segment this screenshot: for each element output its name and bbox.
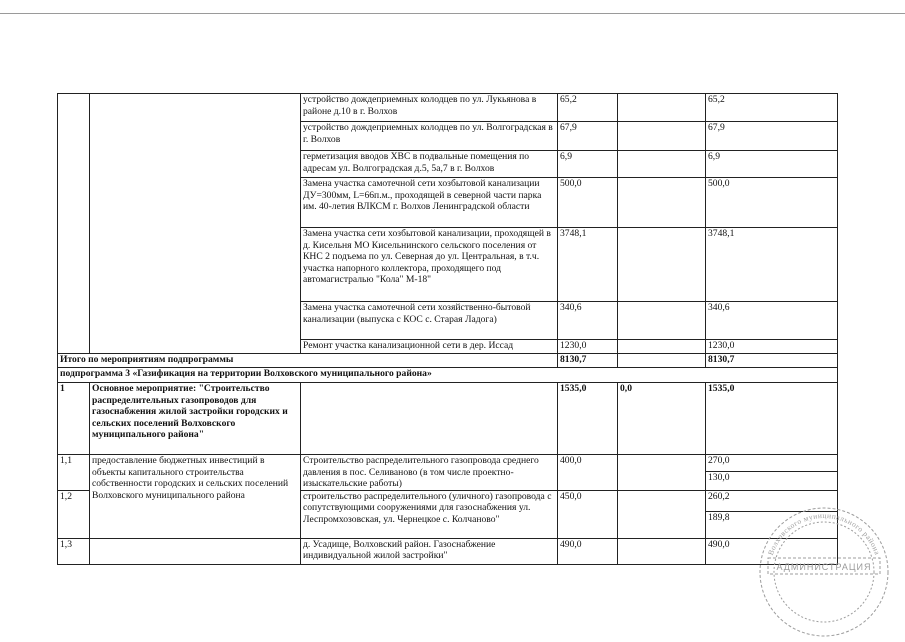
row-1-3-total: 490,0 [558,538,618,564]
subtotal-col6: 8130,7 [706,354,838,368]
row-1-3-work: д. Усадище, Волховский район. Газоснабжение индивидуальной жилой застройки" [301,538,558,564]
work-cell: герметизация вводов ХВС в подвальные помещения по адресам ул. Волгоградская д.5, 5а,7 в г. Волхов [301,151,558,178]
row-1-2-total: 450,0 [558,490,618,538]
svg-text:Волховского муниципального рай: Волховского муниципального района [765,510,883,557]
row-1-1-num: 1,1 [58,455,90,491]
col5-cell [618,151,706,178]
subtotal-total: 8130,7 [558,354,618,368]
table-row [58,455,838,472]
row-1-3-event [90,538,301,564]
total-cell: 3748,1 [558,228,618,302]
row-1-2-num: 1,2 [58,490,90,538]
work-cell: устройство дождеприемных колодцев по ул. Лукьянова в районе д.10 в г. Волхов [301,94,558,122]
total-cell: 500,0 [558,178,618,228]
row-1-2-col6-b: 189,8 [706,511,838,538]
col6-cell: 500,0 [706,178,838,228]
main-event-row [58,383,838,455]
col6-cell: 6,9 [706,151,838,178]
main-event-col5: 0,0 [618,383,706,455]
main-event-title: Основное мероприятие: "Строительство распределительных газопроводов для газоснабжения жилой застройки городских и сельских поселений Волховского муниципального района" [90,383,301,455]
row-1-2-work: строительство распределительного (уличного) газопровода с сопутствующими сооружениями для газоснабжения ул. Леспромхозовская, ул. Чернецкое с. Колчаново" [301,490,558,538]
row-1-1-col5 [618,455,706,491]
total-cell: 340,6 [558,302,618,340]
subtotal-col5 [618,354,706,368]
svg-text:АДМИНИСТРАЦИЯ: АДМИНИСТРАЦИЯ [776,562,872,572]
work-cell: Замена участка самотечной сети хозяйственно-бытовой канализации (выпуска с КОС с. Старая Ладога) [301,302,558,340]
work-cell: устройство дождеприемных колодцев по ул. Волгоградская в г. Волхов [301,122,558,151]
total-cell: 65,2 [558,94,618,122]
budget-table [57,93,838,565]
event-cell [90,94,301,354]
subprogram-title: подпрограмма 3 «Газификация на территории Волховского муниципального района» [58,368,838,383]
num-cell [58,94,90,354]
col6-cell: 1230,0 [706,340,838,354]
row-1-1-event: предоставление бюджетных инвестиций в объекты капитального строительства собственности городских и сельских поселений Волховского муниципального района [90,455,301,539]
row-1-1-col6-b: 130,0 [706,472,838,490]
row-1-1-total: 400,0 [558,455,618,491]
work-cell: Замена участка сети хозбытовой канализации, проходящей в д. Кисельня МО Кисельнинского сельского поселения от КНС 2 подъема по ул. Северная до ул. Центральная, в т.ч. участка напорного коллектора, проходящего под автомагистралью "Кола" М-18" [301,228,558,302]
main-event-num: 1 [58,383,90,455]
col6-cell: 3748,1 [706,228,838,302]
total-cell: 1230,0 [558,340,618,354]
table-row [58,538,838,564]
scan-edge-line [0,13,905,14]
subtotal-label: Итого по мероприятиям подпрограммы [58,354,558,368]
col5-cell [618,178,706,228]
seal-stamp [752,500,894,642]
row-1-3-num: 1,3 [58,538,90,564]
col5-cell [618,228,706,302]
total-cell: 67,9 [558,122,618,151]
row-1-3-col5 [618,538,706,564]
work-cell: Ремонт участка канализационной сети в дер. Иссад [301,340,558,354]
total-cell: 6,9 [558,151,618,178]
main-event-work [301,383,558,455]
col5-cell [618,340,706,354]
col5-cell [618,122,706,151]
col6-cell: 340,6 [706,302,838,340]
main-event-total: 1535,0 [558,383,618,455]
col5-cell [618,94,706,122]
row-1-2-col5 [618,490,706,538]
subtotal-row [58,354,838,368]
row-1-1-work: Строительство распределительного газопровода среднего давления в пос. Селиваново (в том числе проектно-изыскательские работы) [301,455,558,491]
row-1-2-col6-a: 260,2 [706,490,838,511]
subprogram-row [58,368,838,383]
row-1-1-col6-a: 270,0 [706,455,838,472]
main-event-col6: 1535,0 [706,383,838,455]
col5-cell [618,302,706,340]
row-1-3-col6: 490,0 [706,538,838,564]
table-row [58,94,838,122]
col6-cell: 67,9 [706,122,838,151]
work-cell: Замена участка самотечной сети хозбытовой канализации ДУ=300мм, L=66п.м., проходящей в северной части парка им. 40-летия ВЛКСМ г. Волхов Ленинградской области [301,178,558,228]
col6-cell: 65,2 [706,94,838,122]
